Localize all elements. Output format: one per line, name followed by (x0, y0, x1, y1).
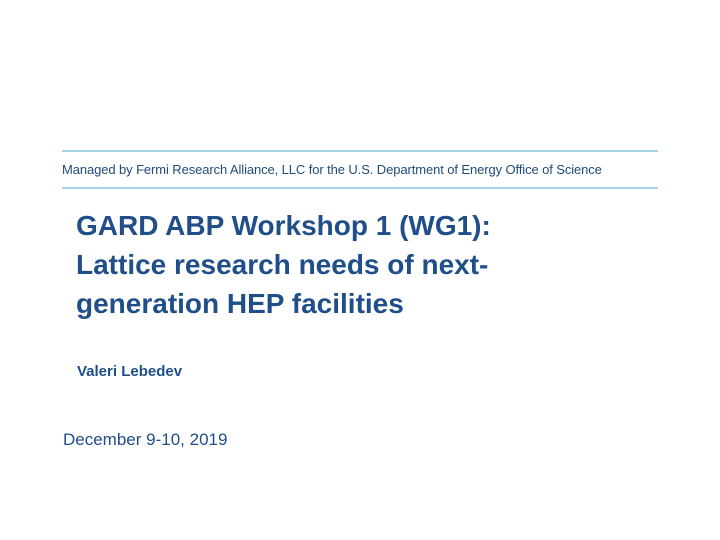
slide-title (76, 206, 636, 323)
slide-title-line-3: generation HEP facilities (76, 288, 404, 319)
slide-title-line-1: GARD ABP Workshop 1 (WG1): (76, 210, 491, 241)
managed-by-text: Managed by Fermi Research Alliance, LLC for the U.S. Department of Energy Office of Science (62, 162, 602, 177)
bottom-divider (62, 187, 658, 189)
author-name: Valeri Lebedev (77, 363, 183, 380)
slide-title-line-2: Lattice research needs of next- (76, 249, 489, 280)
presentation-date: December 9-10, 2019 (63, 430, 228, 449)
top-divider (62, 150, 658, 152)
